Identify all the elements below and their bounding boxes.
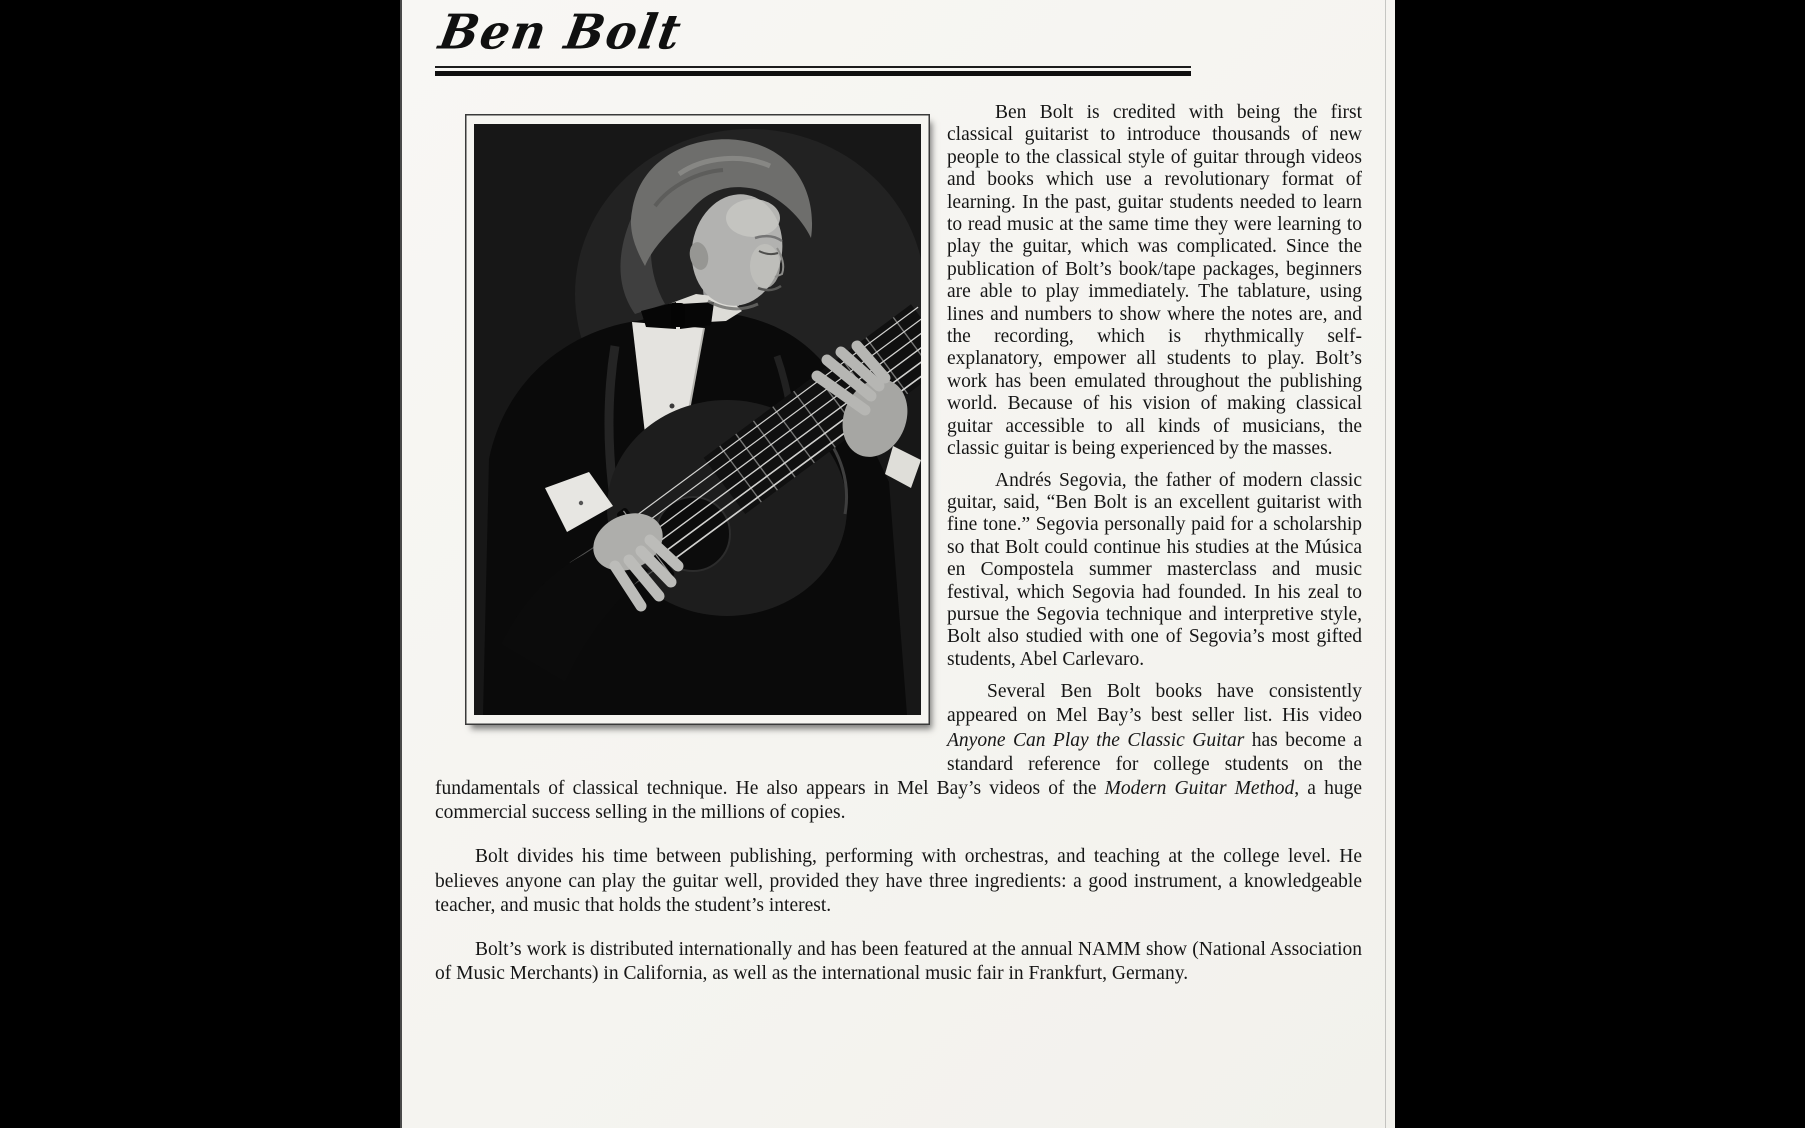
paragraph-distribution: Bolt’s work is distributed internationally and has been featured at the annual NAMM show (National Association of Music Merchants) in California, as well as the international music fair in Frankfurt, Germany. xyxy=(435,938,1362,985)
paragraph-books-videos: Several Ben Bolt books have consistently appeared on Mel Bay’s best seller list. His video Anyone Can Play the Classic Guitar has become a standard reference for college students on the fundamentals of classical technique. He also appears in Mel Bay’s videos of the Modern Guitar Method, a huge commercial success selling in the millions of copies. xyxy=(435,681,1363,824)
article-body xyxy=(435,102,1362,986)
page-title: Ben Bolt xyxy=(435,3,687,60)
title-rule xyxy=(435,66,1191,76)
portrait-photo xyxy=(465,114,930,725)
paragraph-segovia: Andrés Segovia, the father of modern classic guitar, said, “Ben Bolt is an excellent guitarist with fine tone.” Segovia personally paid for a scholarship so that Bolt could continue his studies at the Música en Compostela summer masterclass and music festival, which Segovia had founded. In his zeal to pursue the Segovia technique and interpretive style, Bolt also studied with one of Segovia’s most gifted students, Abel Carlevaro. xyxy=(947,469,1362,670)
scanned-page xyxy=(400,0,1395,1128)
title-rule-thin-line xyxy=(435,66,1191,68)
title-rule-thick-line xyxy=(435,71,1191,76)
photo-image xyxy=(474,124,930,715)
portrait-photo-graphic xyxy=(465,114,930,725)
paragraph-teaching: Bolt divides his time between publishing, performing with orchestras, and teaching at the college level. He believes anyone can play the guitar well, provided they have three ingredients: a good instrument, a knowledgeable teacher, and music that holds the student’s interest. xyxy=(435,846,1362,916)
paragraph-intro: Ben Bolt is credited with being the first classical guitarist to introduce thousands of new people to the classical style of guitar through videos and books which use a revolutionary format of learning. In the past, guitar students needed to learn to read music at the same time they were learning to play the guitar, which was complicated. Since the publication of Bolt’s book/tape packages, beginners are able to play immediately. The tablature, using lines and numbers to show where the notes are, and the recording, which is rhythmically self-explanatory, empower all students to play. Bolt’s work has been emulated throughout the publishing world. Because of his vision of making classical guitar accessible to all kinds of musicians, the classic guitar is being experienced by the masses. xyxy=(947,102,1362,460)
